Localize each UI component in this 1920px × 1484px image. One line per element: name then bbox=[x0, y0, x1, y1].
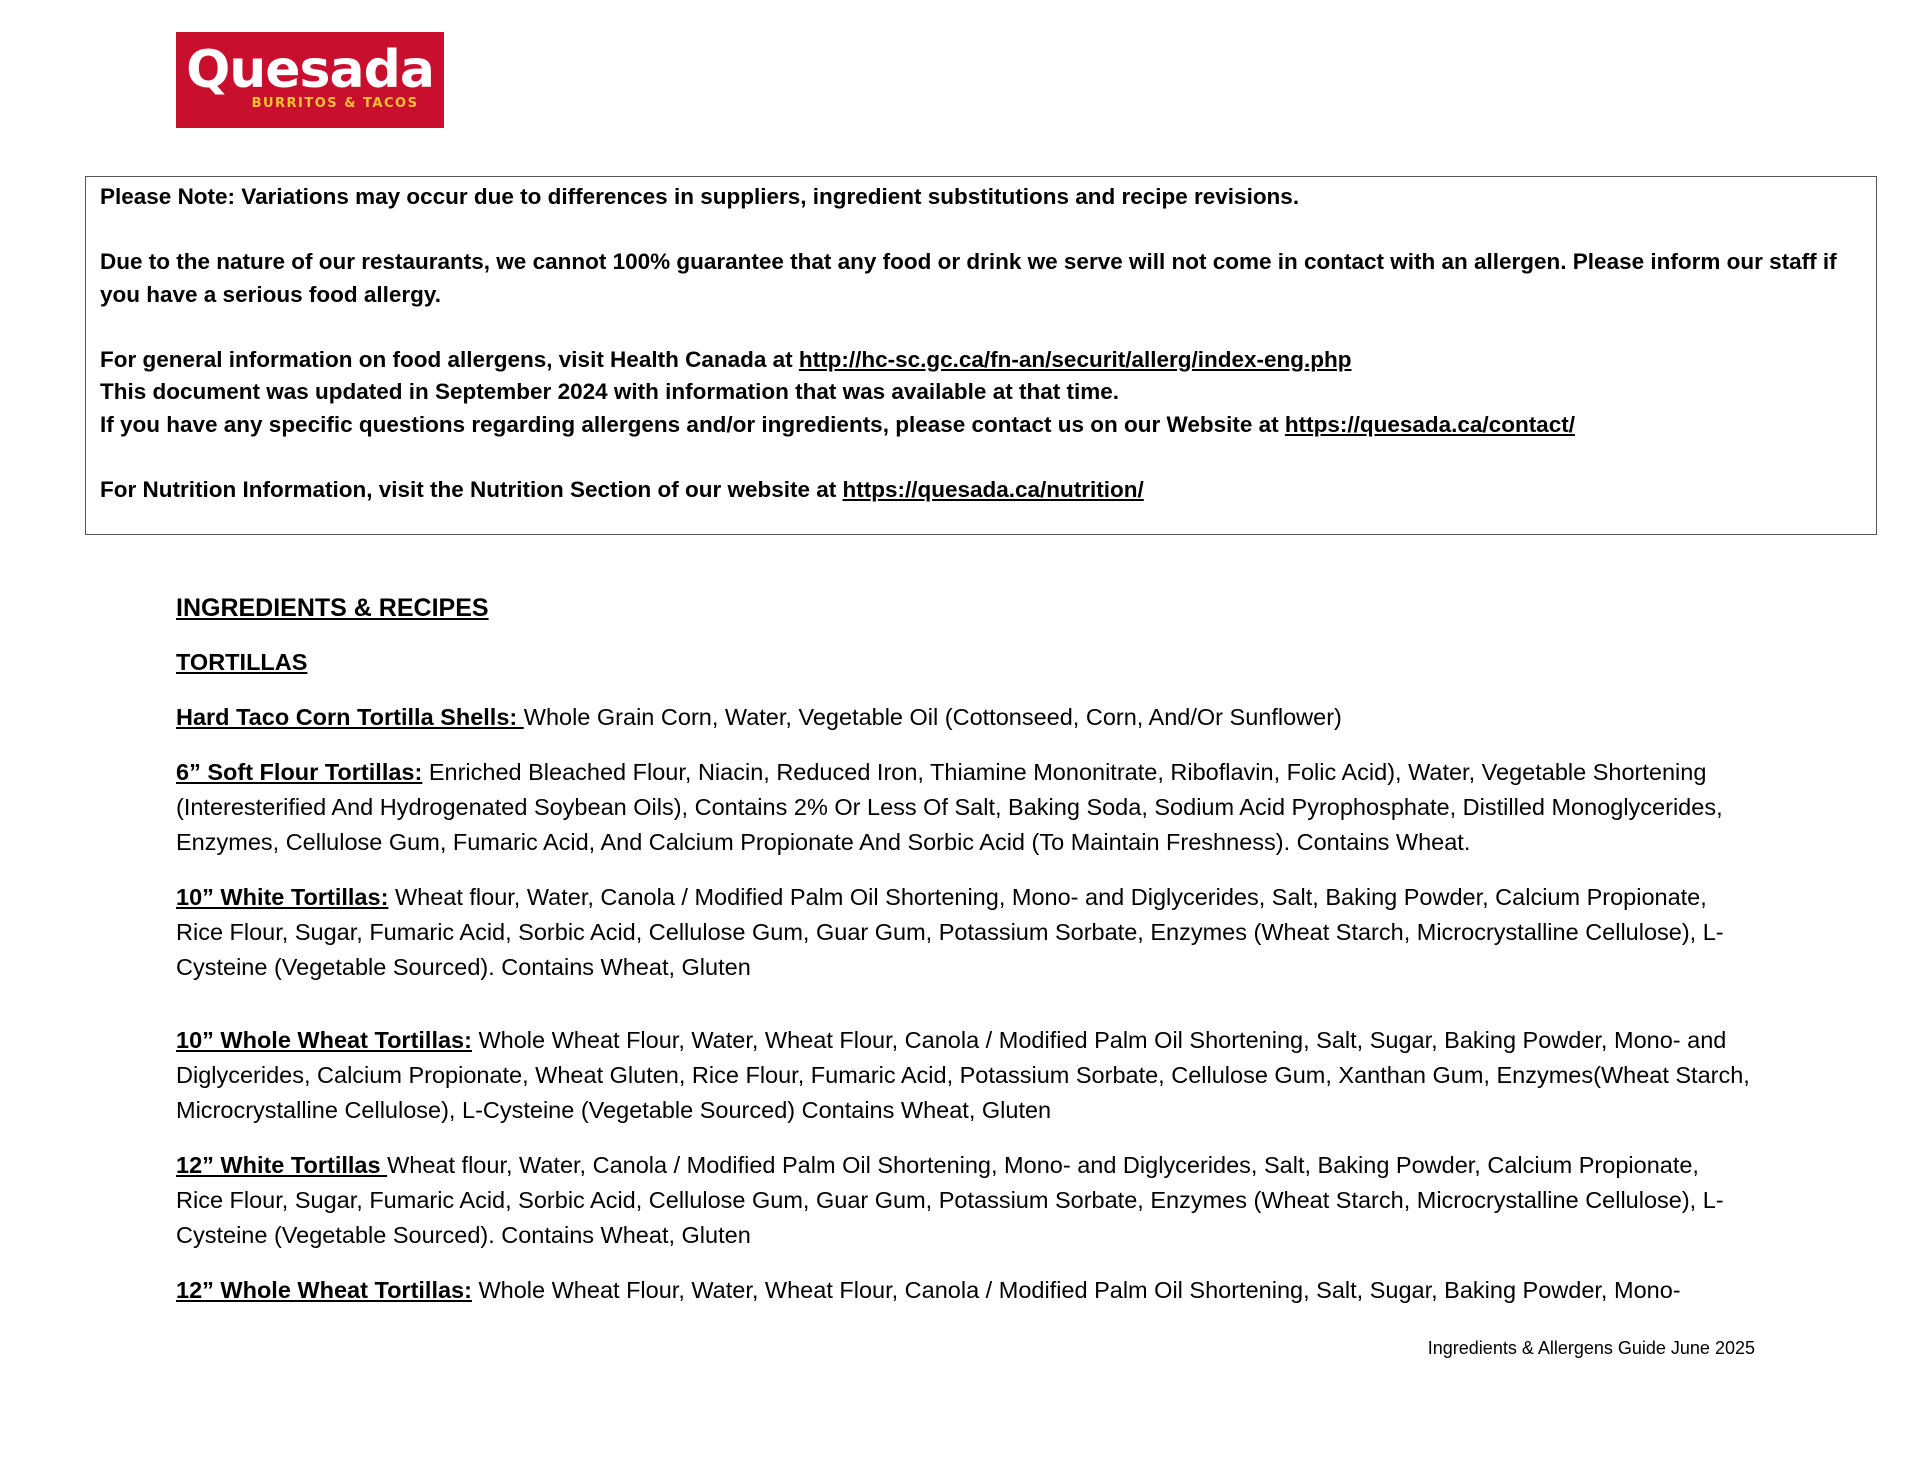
quesada-logo bbox=[176, 32, 444, 128]
notice-contact bbox=[100, 409, 1862, 442]
ingredient-text: Wheat flour, Water, Canola / Modified Palm Oil Shortening, Mono- and Diglycerides, Salt, Baking Powder, Calcium Propionate, Rice Flour, Sugar, Fumaric Acid, Sorbic Acid, Cellulose Gum, Guar Gum, Potassium Sorbate, Enzymes (Wheat Starch, Microcrystalline Cellulose), L-Cysteine (Vegetable Sourced). Contains Wheat, Gluten bbox=[176, 1152, 1724, 1248]
ingredient-item bbox=[176, 880, 1751, 985]
nutrition-text: For Nutrition Information, visit the Nutrition Section of our website at bbox=[100, 476, 837, 502]
contact-text: If you have any specific questions regarding allergens and/or ingredients, please contact us on our Website at bbox=[100, 411, 1279, 437]
ingredient-label: 10” White Tortillas: bbox=[176, 884, 389, 910]
ingredient-item bbox=[176, 700, 1751, 735]
ingredient-text: Enriched Bleached Flour, Niacin, Reduced Iron, Thiamine Mononitrate, Riboflavin, Folic Acid), Water, Vegetable Shortening (Interesterified And Hydrogenated Soybean Oils), Contains 2% Or Less Of Salt, Baking Soda, Sodium Acid Pyrophosphate, Distilled Monoglycerides, Enzymes, Cellulose Gum, Fumaric Acid, And Calcium Propionate And Sorbic Acid (To Maintain Freshness). Contains Wheat. bbox=[176, 759, 1723, 855]
logo-brand: Quesada bbox=[186, 40, 434, 100]
ingredient-text: Whole Wheat Flour, Water, Wheat Flour, Canola / Modified Palm Oil Shortening, Salt, Sugar, Baking Powder, Mono- bbox=[478, 1277, 1681, 1303]
ingredient-label: 12” Whole Wheat Tortillas: bbox=[176, 1277, 472, 1303]
ingredient-item bbox=[176, 1023, 1751, 1128]
notice-guarantee: Due to the nature of our restaurants, we cannot 100% guarantee that any food or drink we serve will not come in contact with an allergen. Please inform our staff if you have a serious food allergy. bbox=[100, 249, 1837, 307]
notice-spacer bbox=[100, 441, 1862, 474]
notice-variations: Please Note: Variations may occur due to differences in suppliers, ingredient substitutions and recipe revisions. bbox=[100, 184, 1300, 209]
ingredient-item bbox=[176, 1273, 1751, 1308]
ingredient-label: 12” White Tortillas bbox=[176, 1152, 388, 1178]
notice-spacer bbox=[100, 311, 1862, 344]
ingredient-label: 6” Soft Flour Tortillas: bbox=[176, 759, 423, 785]
logo-tagline: BURRITOS & TACOS bbox=[251, 96, 419, 111]
health-canada-text: For general information on food allergens, visit Health Canada at bbox=[100, 346, 793, 372]
ingredients-content bbox=[176, 590, 1751, 1328]
notice-nutrition bbox=[100, 474, 1862, 507]
notice-health-canada bbox=[100, 344, 1862, 377]
ingredient-item bbox=[176, 1148, 1751, 1253]
ingredient-text: Wheat flour, Water, Canola / Modified Palm Oil Shortening, Mono- and Diglycerides, Salt, Baking Powder, Calcium Propionate, Rice Flour, Sugar, Fumaric Acid, Sorbic Acid, Cellulose Gum, Guar Gum, Potassium Sorbate, Enzymes (Wheat Starch, Microcrystalline Cellulose), L-Cysteine (Vegetable Sourced). Contains Wheat, Gluten bbox=[176, 884, 1724, 980]
page-footer: Ingredients & Allergens Guide June 2025 bbox=[1427, 1338, 1755, 1358]
ingredient-text: Whole Grain Corn, Water, Vegetable Oil (Cottonseed, Corn, And/Or Sunflower) bbox=[523, 704, 1342, 730]
notice-updated: This document was updated in September 2024 with information that was available at that time. bbox=[100, 379, 1119, 404]
notice-spacer bbox=[100, 214, 1862, 247]
allergen-notice-box bbox=[85, 176, 1877, 535]
health-canada-link[interactable]: http://hc-sc.gc.ca/fn-an/securit/allerg/index-eng.php bbox=[798, 346, 1352, 372]
ingredients-heading: INGREDIENTS & RECIPES bbox=[176, 594, 489, 622]
ingredient-item bbox=[176, 755, 1751, 860]
tortillas-heading: TORTILLAS bbox=[176, 649, 308, 675]
ingredient-label: Hard Taco Corn Tortilla Shells: bbox=[176, 704, 524, 730]
ingredient-label: 10” Whole Wheat Tortillas: bbox=[176, 1027, 472, 1053]
ingredient-text: Whole Wheat Flour, Water, Wheat Flour, Canola / Modified Palm Oil Shortening, Salt, Sugar, Baking Powder, Mono- and Diglycerides, Calcium Propionate, Wheat Gluten, Rice Flour, Fumaric Acid, Potassium Sorbate, Cellulose Gum, Xanthan Gum, Enzymes(Wheat Starch, Microcrystalline Cellulose), L-Cysteine (Vegetable Sourced) Contains Wheat, Gluten bbox=[176, 1027, 1750, 1123]
contact-link[interactable]: https://quesada.ca/contact/ bbox=[1284, 411, 1575, 437]
nutrition-link[interactable]: https://quesada.ca/nutrition/ bbox=[842, 476, 1144, 502]
